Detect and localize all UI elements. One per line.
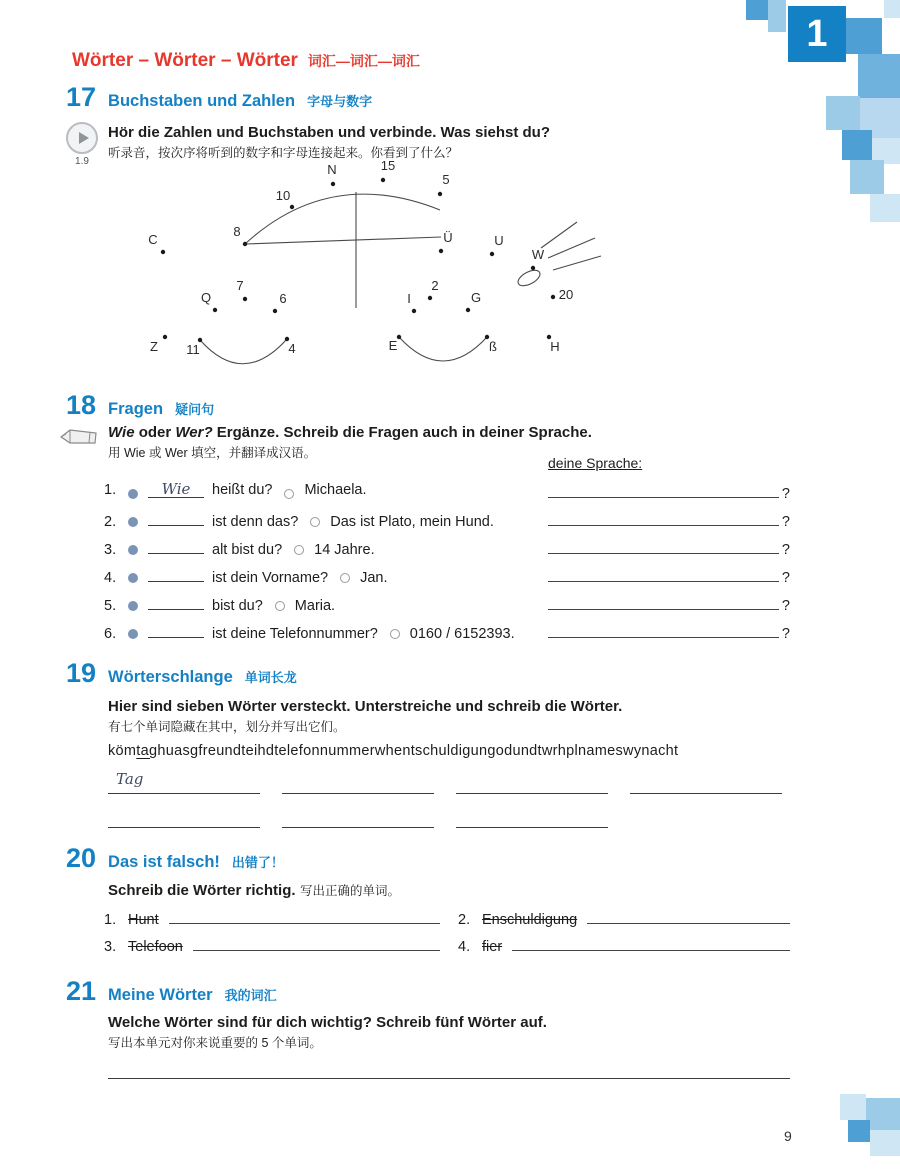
exercise-17-heading [66,84,372,111]
wrong-word: fier [482,939,503,955]
item-number: 1. [104,482,117,498]
svg-text:Z: Z [150,339,158,354]
svg-text:W: W [531,247,545,262]
speaker-b-bullet [284,489,294,499]
answer-line[interactable] [282,804,434,828]
exercise-17-task: Hör die Zahlen und Buchstaben und verbinde. Was siehst du? [108,124,550,141]
correction-item [104,935,440,955]
answer-text: Maria. [294,598,336,614]
svg-text:H: H [550,339,560,354]
speaker-b-bullet [275,601,285,611]
svg-text:15: 15 [380,158,396,173]
svg-text:ß: ß [489,339,497,354]
question-text: heißt du? [212,482,273,498]
answer-text: 0160 / 6152393. [409,626,515,642]
svg-text:2: 2 [431,278,439,293]
svg-text:10: 10 [275,188,291,203]
correction-item [458,935,790,955]
exercise-number: 19 [66,658,97,688]
wrong-word: Enschuldigung [482,912,578,928]
question-text: alt bist du? [212,542,283,558]
wrong-word: Hunt [128,912,159,928]
language-column-header: deine Sprache: [548,455,643,471]
exercise-title: Fragen [108,400,164,418]
exercise-18-heading [66,392,214,419]
svg-text:C: C [148,232,158,247]
answer-line[interactable] [108,1060,790,1079]
svg-text:4: 4 [288,341,296,356]
correction-line[interactable] [169,908,440,924]
exercise-18-task-zh: 用 Wie 或 Wer 填空，并翻译成汉语。 [108,445,317,460]
item-number: 4. [458,939,471,955]
page-title: Wörter – Wörter – Wörter [72,50,298,71]
exercise-21-task: Welche Wörter sind für dich wichtig? Schreib fünf Wörter auf. [108,1014,547,1031]
question-list [104,480,790,648]
svg-text:E: E [388,338,398,353]
answer-blank[interactable] [148,564,204,582]
speaker-b-bullet [294,545,304,555]
item-number: 5. [104,598,117,614]
answer-line[interactable] [456,804,608,828]
translation-field[interactable]: ? [548,566,790,586]
exercise-title-zh: 我的词汇 [224,988,277,1003]
answer-line-row [108,770,782,794]
answer-blank[interactable] [148,536,204,554]
exercise-19-heading [66,660,297,687]
correction-row [104,908,790,928]
svg-text:U: U [494,233,504,248]
item-number: 2. [104,514,117,530]
answer-line[interactable]: Tag [108,770,260,794]
question-row [104,564,790,592]
item-number: 4. [104,570,117,586]
unit-number-badge [788,6,846,62]
question-row [104,592,790,620]
speaker-a-bullet [128,629,138,639]
item-number: 3. [104,939,117,955]
correction-line[interactable] [193,935,440,951]
question-row [104,620,790,648]
dot-puzzle[interactable] [125,158,635,393]
exercise-number: 18 [66,390,97,420]
wrong-word: Telefoon [128,939,183,955]
exercise-title-zh: 字母与数字 [307,94,373,109]
answer-text: Das ist Plato, mein Hund. [330,514,494,530]
exercise-title-zh: 疑问句 [175,402,215,417]
exercise-17-task-zh: 听录音，按次序将听到的数字和字母连接起来。你看到了什么？ [108,145,459,160]
svg-text:N: N [327,162,337,177]
question-text: bist du? [212,598,263,614]
audio-play-icon[interactable] [66,122,98,154]
answer-line[interactable] [630,770,782,794]
exercise-21-task-zh: 写出本单元对你来说重要的 5 个单词。 [108,1035,322,1050]
pencil-icon [58,424,102,448]
svg-text:11: 11 [186,342,200,357]
answer-blank[interactable] [148,592,204,610]
exercise-number: 17 [66,82,97,112]
svg-text:6: 6 [279,291,287,306]
exercise-20-task-zh: 写出正确的单词。 [299,884,400,898]
svg-text:20: 20 [558,287,574,302]
exercise-21-heading [66,978,277,1005]
correction-item [104,908,440,928]
answer-blank[interactable] [148,508,204,526]
answer-text: 14 Jahre. [314,542,375,558]
answer-blank[interactable] [148,620,204,638]
exercise-title: Meine Wörter [108,986,213,1004]
answer-text: Michaela. [304,482,367,498]
underlined-word: tag [136,742,158,759]
svg-text:Q: Q [200,290,212,305]
speaker-a-bullet [128,489,138,499]
speaker-a-bullet [128,573,138,583]
translation-field[interactable]: ? [548,538,790,558]
exercise-20-heading [66,845,284,872]
translation-field[interactable]: ? [548,622,790,642]
answer-line[interactable] [282,770,434,794]
answer-line[interactable] [108,804,260,828]
svg-text:7: 7 [236,278,244,293]
question-row [104,508,790,536]
exercise-title-zh: 单词长龙 [244,670,297,685]
correction-item [458,908,790,928]
svg-text:I: I [407,291,411,306]
correction-row [104,935,790,955]
svg-text:5: 5 [442,172,450,187]
exercise-20-task: Schreib die Wörter richtig. [108,882,296,899]
item-number: 6. [104,626,117,642]
exercise-number: 20 [66,843,97,873]
answer-line-row [108,804,608,828]
item-number: 3. [104,542,117,558]
unit-number: 1 [806,12,828,55]
question-row [104,536,790,564]
answer-blank[interactable]: Wie [148,480,204,498]
speaker-b-bullet [310,517,320,527]
question-text: ist dein Vorname? [212,570,329,586]
item-number: 1. [104,912,117,928]
exercise-19-task-zh: 有七个单词隐藏在其中，划分并写出它们。 [108,719,346,734]
svg-text:8: 8 [233,224,241,239]
answer-line[interactable] [456,770,608,794]
exercise-19-task: Hier sind sieben Wörter versteckt. Unterstreiche und schreib die Wörter. [108,698,623,715]
speaker-a-bullet [128,545,138,555]
answer-text: Jan. [360,570,388,586]
speaker-a-bullet [128,601,138,611]
exercise-title: Wörterschlange [108,668,233,686]
page-title-zh: 词汇—词汇—词汇 [307,53,420,69]
exercise-18-task: Wie oder Wer? Ergänze. Schreib die Fragen auch in deiner Sprache. [108,424,592,441]
word-snake[interactable]: kömtaghuasgfreundteihdtelefonnummerwhentschuldigungodundtwrhplnameswynacht [108,742,679,759]
exercise-title: Das ist falsch! [108,853,220,871]
page-header [72,50,420,72]
translation-field[interactable]: ? [548,594,790,614]
svg-text:G: G [470,290,482,305]
exercise-title-zh: 出错了！ [231,855,284,870]
exercise-title: Buchstaben und Zahlen [108,92,296,110]
page-number: 9 [784,1128,792,1144]
svg-text:Ü: Ü [443,230,453,245]
item-number: 2. [458,912,471,928]
translation-field[interactable]: ? [548,510,790,530]
translation-field[interactable]: ? [548,482,790,502]
question-row [104,480,790,508]
speaker-b-bullet [340,573,350,583]
speaker-a-bullet [128,517,138,527]
question-text: ist denn das? [212,514,299,530]
correction-line[interactable] [587,908,790,924]
question-text: ist deine Telefonnummer? [212,626,378,642]
speaker-b-bullet [390,629,400,639]
exercise-number: 21 [66,976,97,1006]
correction-line[interactable] [512,935,790,951]
audio-track-number: 1.9 [75,156,89,167]
audio-control[interactable] [64,122,100,167]
